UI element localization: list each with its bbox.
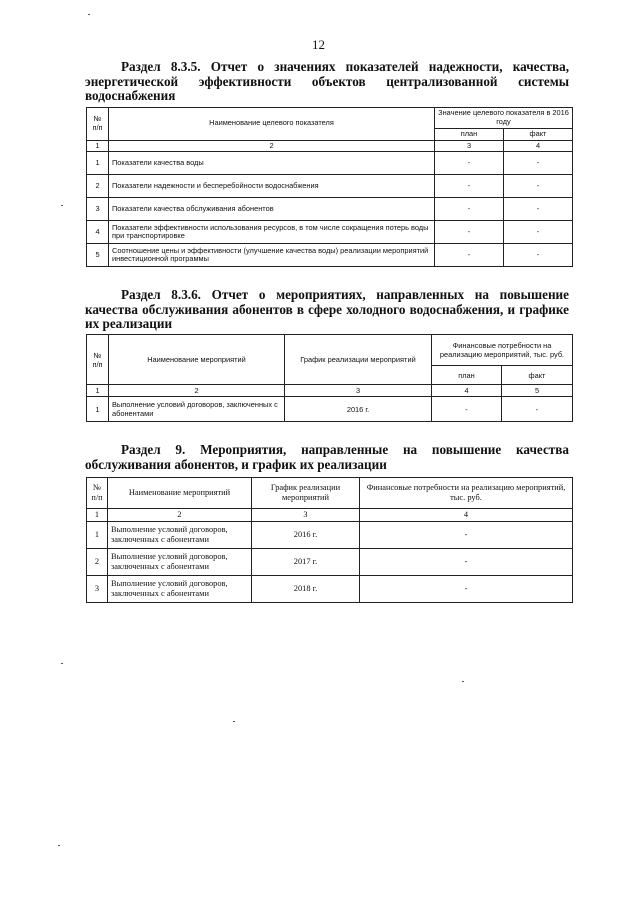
- fact-value: -: [504, 221, 573, 244]
- measure-name: Выполнение условий договоров, заключенных с абонентами: [108, 576, 252, 603]
- finance-value: -: [360, 576, 573, 603]
- col-header-schedule: График реализации мероприятий: [285, 335, 432, 385]
- fact-value: -: [504, 244, 573, 267]
- col-number: 3: [435, 140, 504, 152]
- indicator-name: Показатели качества обслуживания абонентов: [109, 198, 435, 221]
- table-row: [87, 152, 573, 175]
- column-numbers-row: [87, 140, 573, 152]
- table-row: [87, 576, 573, 603]
- row-number: 4: [87, 221, 109, 244]
- col-header-num: № п/п: [87, 478, 108, 509]
- plan-value: -: [432, 397, 502, 422]
- scan-speck: [61, 205, 63, 206]
- finance-value: -: [360, 522, 573, 549]
- col-number: 3: [252, 509, 360, 522]
- col-number: 2: [108, 509, 252, 522]
- col-header-plan: план: [435, 128, 504, 140]
- plan-value: -: [435, 175, 504, 198]
- col-number: 1: [87, 509, 108, 522]
- measures-report-table: [86, 334, 573, 422]
- col-number: 2: [109, 385, 285, 397]
- section-heading-8-3-5: Раздел 8.3.5. Отчет о значениях показателей надежности, качества, энергетической эффективности объектов централизованной системы водоснабжения: [85, 59, 569, 104]
- row-number: 1: [87, 397, 109, 422]
- schedule-value: 2016 г.: [252, 522, 360, 549]
- scan-speck: [58, 845, 60, 846]
- row-number: 1: [87, 522, 108, 549]
- row-number: 2: [87, 175, 109, 198]
- fact-value: -: [504, 175, 573, 198]
- col-number: 1: [87, 385, 109, 397]
- plan-value: -: [435, 221, 504, 244]
- section-heading-8-3-6: Раздел 8.3.6. Отчет о мероприятиях, направленных на повышение качества обслуживания абонентов в сфере холодного водоснабжения, и графике их реализации: [85, 287, 569, 332]
- table-row: [87, 221, 573, 244]
- fact-value: -: [504, 198, 573, 221]
- table-row: [87, 522, 573, 549]
- scan-speck: [233, 721, 235, 722]
- column-numbers-row: [87, 385, 573, 397]
- fact-value: -: [504, 152, 573, 175]
- measure-name: Выполнение условий договоров, заключенных с абонентами: [108, 522, 252, 549]
- row-number: 1: [87, 152, 109, 175]
- indicators-table: [86, 107, 573, 267]
- table-row: [87, 549, 573, 576]
- table-row: [87, 244, 573, 267]
- col-header-name: Наименование целевого показателя: [109, 108, 435, 141]
- row-number: 5: [87, 244, 109, 267]
- section-heading-9: Раздел 9. Мероприятия, направленные на повышение качества обслуживания абонентов, и график их реализации: [85, 442, 569, 472]
- measures-schedule-table: [86, 477, 573, 603]
- measure-name: Выполнение условий договоров, заключенных с абонентами: [108, 549, 252, 576]
- scan-speck: [61, 663, 63, 664]
- plan-value: -: [435, 244, 504, 267]
- col-header-finance-group: Финансовые потребности на реализацию мероприятий, тыс. руб.: [432, 335, 573, 366]
- measure-name: Выполнение условий договоров, заключенных с абонентами: [109, 397, 285, 422]
- col-number: 3: [285, 385, 432, 397]
- col-header-num: № п/п: [87, 335, 109, 385]
- col-number: 2: [109, 140, 435, 152]
- col-header-fact: факт: [502, 366, 573, 385]
- schedule-value: 2017 г.: [252, 549, 360, 576]
- table-row: [87, 198, 573, 221]
- plan-value: -: [435, 152, 504, 175]
- schedule-value: 2016 г.: [285, 397, 432, 422]
- table-row: [87, 397, 573, 422]
- fact-value: -: [502, 397, 573, 422]
- col-number: 5: [502, 385, 573, 397]
- col-header-plan: план: [432, 366, 502, 385]
- finance-value: -: [360, 549, 573, 576]
- indicator-name: Соотношение цены и эффективности (улучшение качества воды) реализации мероприятий инвестиционной программы: [109, 244, 435, 267]
- col-number: 1: [87, 140, 109, 152]
- table-row: [87, 175, 573, 198]
- col-header-name: Наименование мероприятий: [108, 478, 252, 509]
- scan-speck: [462, 681, 464, 682]
- col-header-value-group: Значение целевого показателя в 2016 году: [435, 108, 573, 129]
- indicator-name: Показатели надежности и бесперебойности водоснабжения: [109, 175, 435, 198]
- col-header-schedule: График реализации мероприятий: [252, 478, 360, 509]
- scan-speck: [88, 14, 90, 15]
- page-number: 12: [312, 37, 325, 52]
- col-header-name: Наименование мероприятий: [109, 335, 285, 385]
- col-number: 4: [432, 385, 502, 397]
- plan-value: -: [435, 198, 504, 221]
- column-numbers-row: [87, 509, 573, 522]
- col-header-num: № п/п: [87, 108, 109, 141]
- row-number: 3: [87, 198, 109, 221]
- indicator-name: Показатели эффективности использования ресурсов, в том числе сокращения потерь воды при транспортировке: [109, 221, 435, 244]
- col-number: 4: [504, 140, 573, 152]
- indicator-name: Показатели качества воды: [109, 152, 435, 175]
- col-header-fact: факт: [504, 128, 573, 140]
- col-number: 4: [360, 509, 573, 522]
- col-header-finance: Финансовые потребности на реализацию мероприятий, тыс. руб.: [360, 478, 573, 509]
- row-number: 2: [87, 549, 108, 576]
- schedule-value: 2018 г.: [252, 576, 360, 603]
- row-number: 3: [87, 576, 108, 603]
